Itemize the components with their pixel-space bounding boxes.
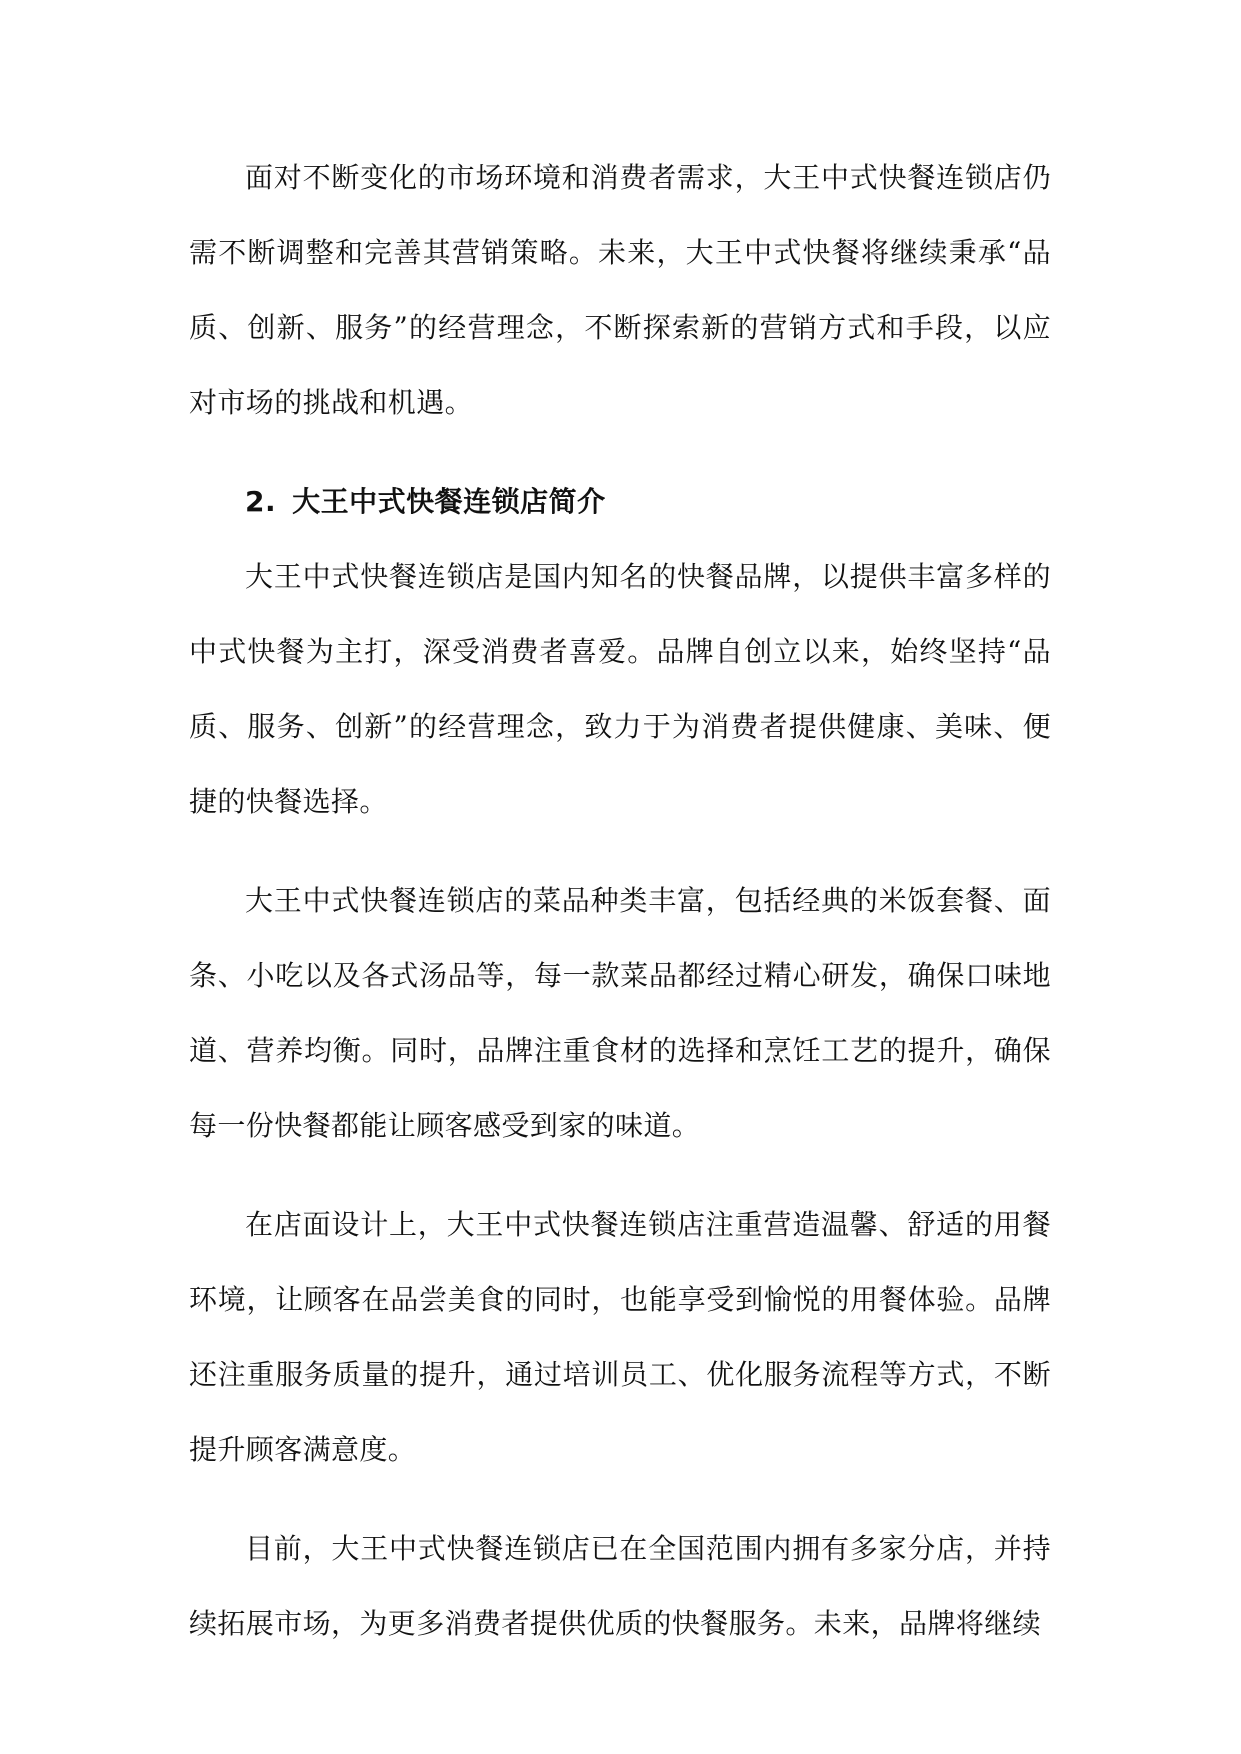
- paragraph-brand-overview: 大王中式快餐连锁店是国内知名的快餐品牌，以提供丰富多样的中式快餐为主打，深受消费者喜爱。品牌自创立以来，始终坚持“品质、服务、创新”的经营理念，致力于为消费者提供健康、美味、便捷的快餐选择。: [189, 560, 1051, 818]
- document-body: [189, 140, 1051, 1661]
- section-number: 2.: [245, 485, 277, 518]
- paragraph-intro: 面对不断变化的市场环境和消费者需求，大王中式快餐连锁店仍需不断调整和完善其营销策略。未来，大王中式快餐将继续秉承“品质、创新、服务”的经营理念，不断探索新的营销方式和手段，以应对市场的挑战和机遇。: [189, 161, 1051, 419]
- paragraph-menu: 大王中式快餐连锁店的菜品种类丰富，包括经典的米饭套餐、面条、小吃以及各式汤品等，每一款菜品都经过精心研发，确保口味地道、营养均衡。同时，品牌注重食材的选择和烹饪工艺的提升，确保每一份快餐都能让顾客感受到家的味道。: [189, 884, 1051, 1142]
- section-title: 大王中式快餐连锁店简介: [292, 485, 606, 518]
- paragraph-expansion: 目前，大王中式快餐连锁店已在全国范围内拥有多家分店，并持续拓展市场，为更多消费者提供优质的快餐服务。未来，品牌将继续: [189, 1532, 1051, 1640]
- section-heading: [189, 464, 1051, 539]
- paragraph-store-design: 在店面设计上，大王中式快餐连锁店注重营造温馨、舒适的用餐环境，让顾客在品尝美食的同时，也能享受到愉悦的用餐体验。品牌还注重服务质量的提升，通过培训员工、优化服务流程等方式，不断提升顾客满意度。: [189, 1208, 1051, 1466]
